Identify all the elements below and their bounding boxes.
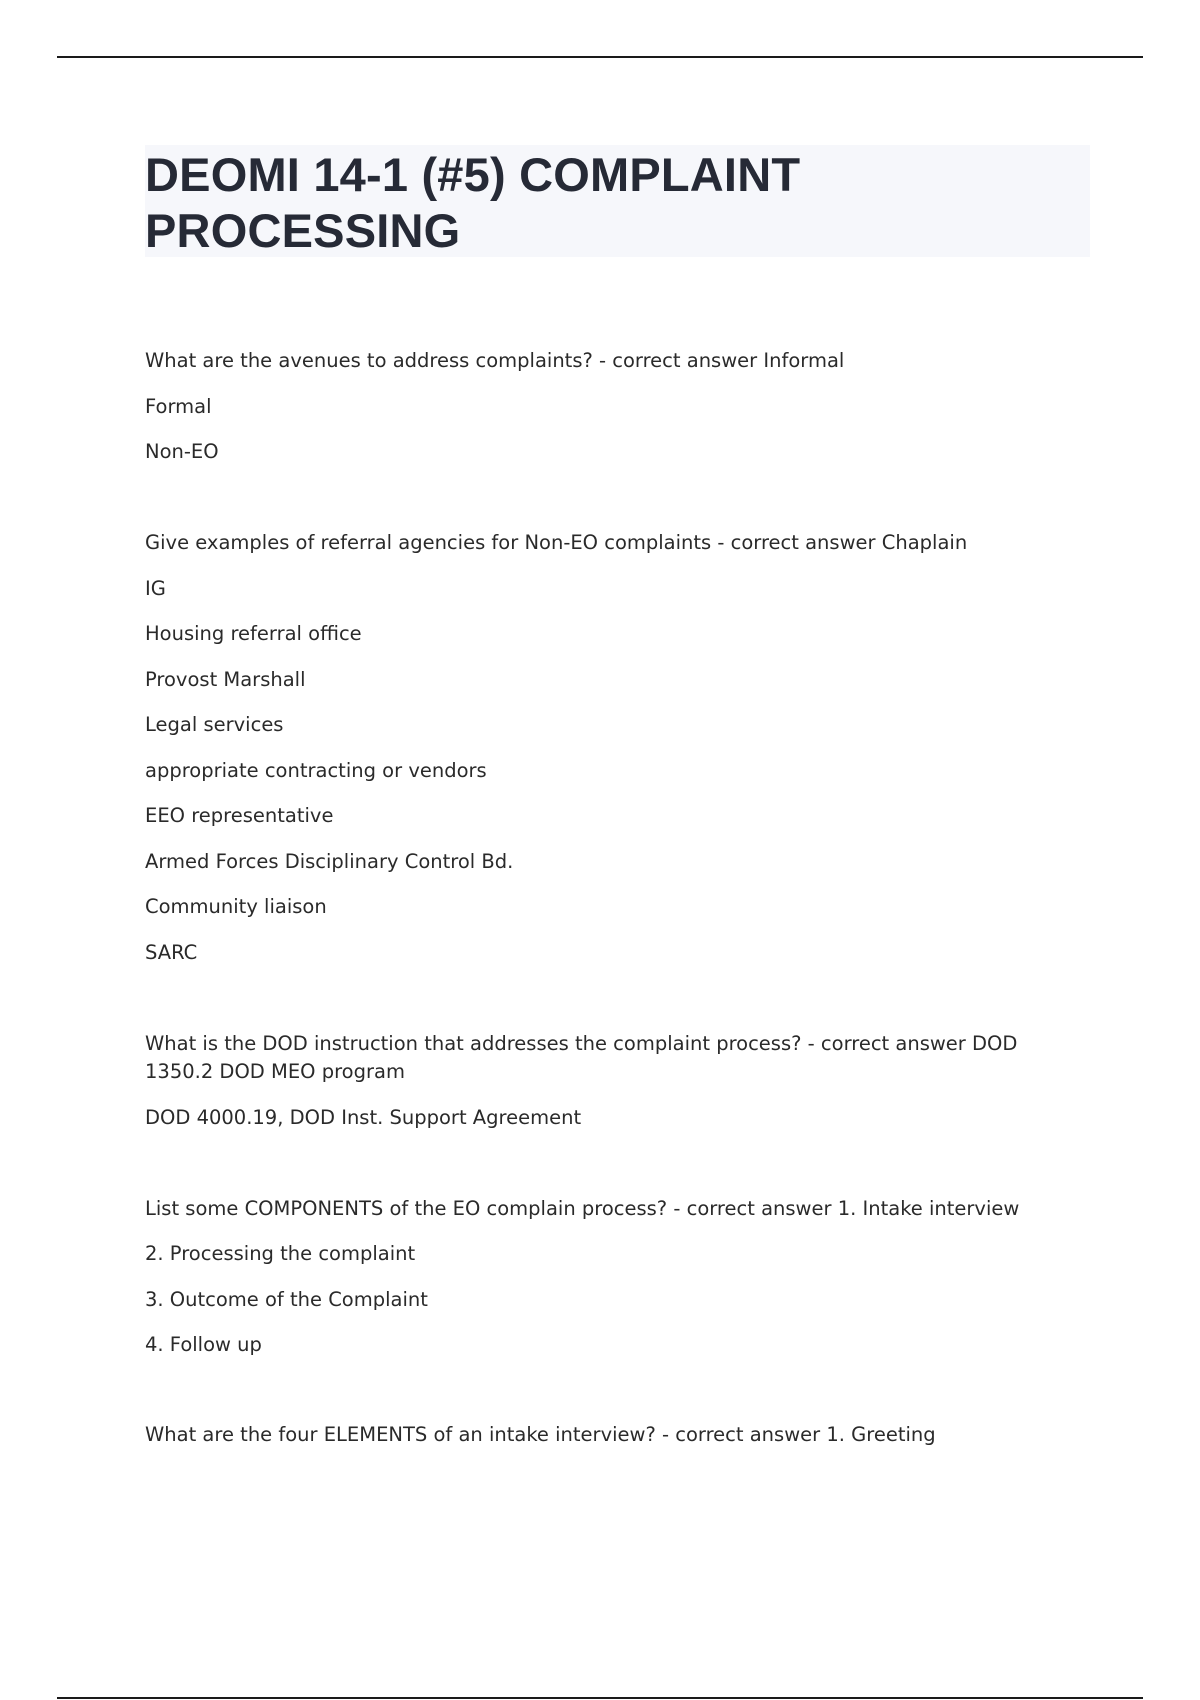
question-1: What are the avenues to address complaints? - correct answer Informal [145,349,845,372]
answer-2-10: SARC [145,941,198,964]
answer-4-2: 2. Processing the complaint [145,1242,416,1265]
answer-1-2: Formal [145,395,212,418]
question-5: What are the four ELEMENTS of an intake interview? - correct answer 1. Greeting [145,1423,936,1446]
question-4: List some COMPONENTS of the EO complain process? - correct answer 1. Intake interview [145,1197,1020,1220]
page-title-line-2: PROCESSING [145,204,461,257]
answer-4-3: 3. Outcome of the Complaint [145,1288,428,1311]
answer-2-7: EEO representative [145,804,334,827]
bottom-rule [57,1697,1143,1699]
answer-2-4: Provost Marshall [145,668,306,691]
answer-2-6: appropriate contracting or vendors [145,759,487,782]
answer-2-2: IG [145,577,166,600]
answer-2-9: Community liaison [145,895,327,918]
page-title-line-1: DEOMI 14-1 (#5) COMPLAINT [145,148,801,201]
answer-4-4: 4. Follow up [145,1333,262,1356]
answer-2-3: Housing referral office [145,622,362,645]
question-3: What is the DOD instruction that addresses the complaint process? - correct answer DOD 1350.2 DOD MEO program [145,1032,1018,1083]
page-title [145,145,1090,259]
title-banner [145,145,1090,257]
answer-1-3: Non-EO [145,440,219,463]
top-rule [57,56,1143,58]
question-2: Give examples of referral agencies for Non-EO complaints - correct answer Chaplain [145,531,968,554]
answer-3-2: DOD 4000.19, DOD Inst. Support Agreement [145,1106,582,1129]
answer-2-5: Legal services [145,713,284,736]
answer-2-8: Armed Forces Disciplinary Control Bd. [145,850,514,873]
